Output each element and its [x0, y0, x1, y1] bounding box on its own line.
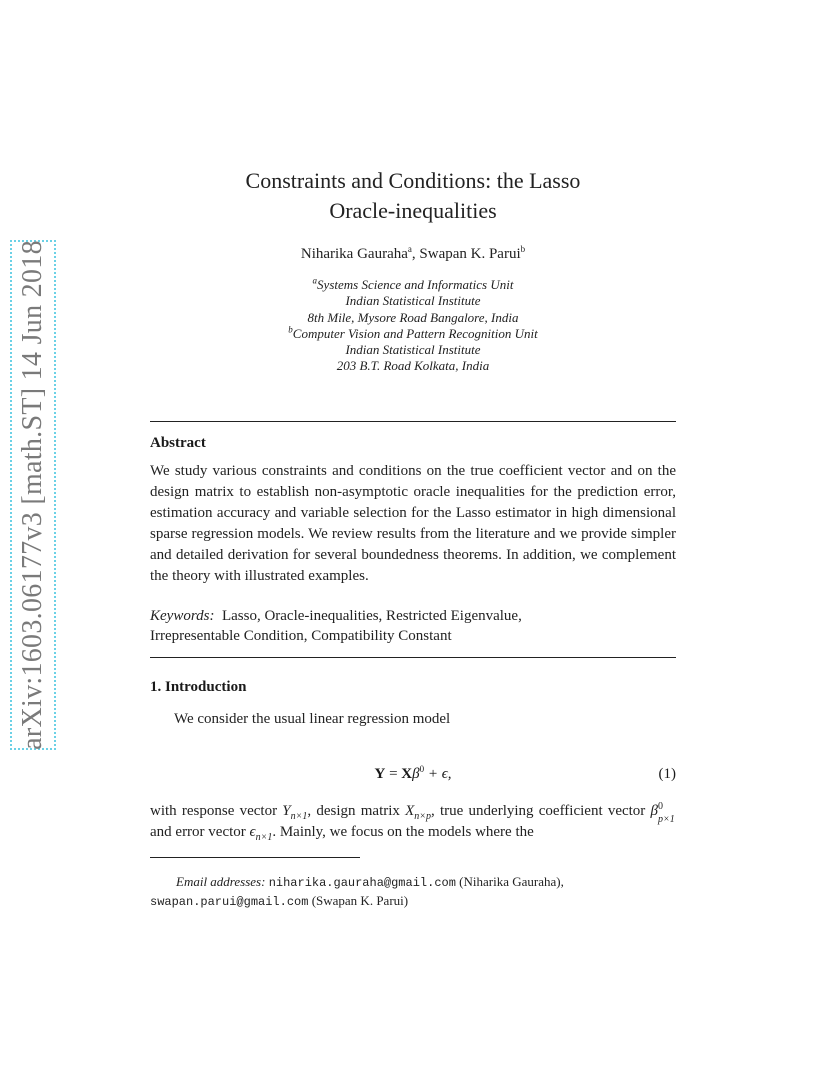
footnote: Email addresses: niharika.gauraha@gmail.com (Niharika Gauraha), swapan.parui@gmail.com (Swapan K. Parui) — [150, 874, 564, 909]
affiliations — [150, 277, 676, 375]
author-separator: , — [411, 246, 420, 262]
title-line-1: Constraints and Conditions: the Lasso — [245, 168, 581, 193]
keywords — [150, 606, 676, 646]
abstract-heading: Abstract — [150, 435, 206, 451]
affiliation-line: 8th Mile, Mysore Road Bangalore, India — [307, 309, 519, 325]
affiliation-line: Indian Statistical Institute — [345, 342, 481, 358]
affiliation-mark: b — [520, 244, 526, 254]
affiliation-line: 203 B.T. Road Kolkata, India — [336, 358, 490, 374]
arxiv-stamp[interactable] — [10, 240, 56, 750]
email-link[interactable]: swapan.parui@gmail.com — [150, 895, 309, 909]
arxiv-identifier: arXiv:1603.06177v3 [math.ST] 14 Jun 2018 — [17, 240, 48, 750]
email-link[interactable]: niharika.gauraha@gmail.com — [268, 876, 456, 890]
author-name: Swapan K. Parui — [419, 246, 521, 262]
affiliation-mark: b — [288, 324, 293, 335]
intro-paragraph: We consider the usual linear regression model — [174, 711, 451, 727]
section-heading: 1. Introduction — [150, 679, 247, 695]
body-paragraph: with response vector $Y_{n\times 1}$, design matrix $X_{n\times p}$, true underlying coefficient vector β 0 p×1 and error vector $\epsilon_{n\times 1}$. Mainly, we focus on the models where the — [150, 801, 675, 843]
abstract-text: We study various constraints and conditions on the true coefficient vector and on the design matrix to establish non-asymptotic oracle inequalities for the prediction error, estimation accuracy and variable selection for the Lasso estimator in high dimensional sparse regression models. We review results from the literature and we provide simpler and detailed derivation for several boundedness theorems. In addition, we complement the theory with illustrated examples. — [150, 463, 676, 584]
affiliation-line: $^b$Computer Vision and Pattern Recognition Unit — [288, 324, 538, 341]
equation-number: (1) — [658, 766, 676, 782]
keywords-line-2: Irrepresentable Condition, Compatibility Constant — [150, 628, 452, 644]
footnote-label: Email addresses: — [176, 874, 266, 889]
keywords-line-1: Lasso, Oracle-inequalities, Restricted Eigenvalue, — [221, 608, 522, 624]
affiliation-line: Indian Statistical Institute — [345, 293, 481, 309]
author-name: Niharika Gauraha — [300, 246, 408, 262]
equation-1 — [150, 766, 676, 788]
abstract-top-rule — [150, 421, 676, 422]
abstract-bottom-rule — [150, 657, 676, 658]
author-list — [150, 246, 676, 263]
keywords-label: Keywords: — [150, 608, 215, 624]
footnote-rule — [150, 857, 360, 858]
title-line-2: Oracle-inequalities — [329, 198, 497, 223]
affiliation-mark: a — [407, 244, 412, 254]
affiliation-mark: a — [312, 275, 318, 286]
equation-body: $Y = X\beta^0 + \epsilon$, — [374, 764, 452, 782]
affiliation-line: $^a$Systems Science and Informatics Unit — [312, 275, 514, 292]
paper-title — [150, 166, 676, 226]
